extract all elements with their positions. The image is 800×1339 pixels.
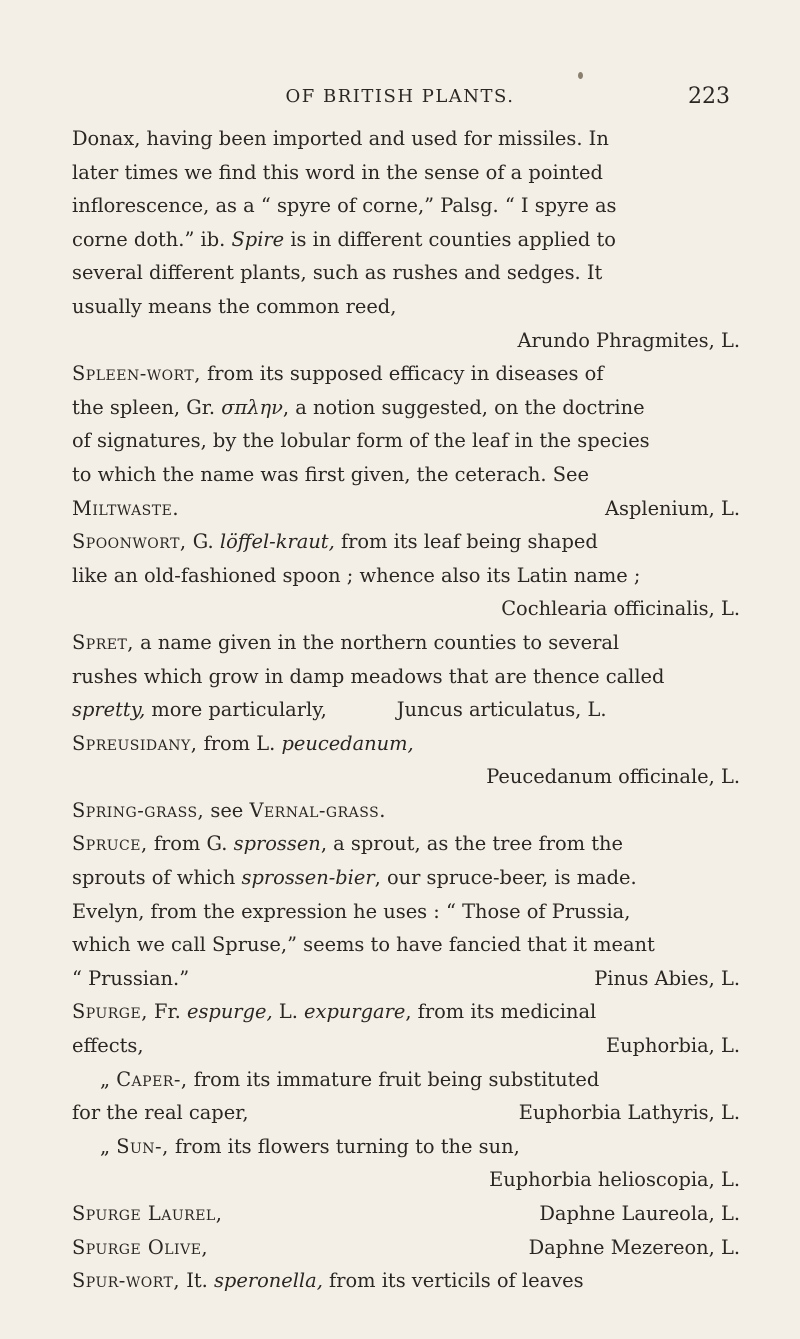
botanical-name: Asplenium, L. [605,496,740,520]
entry-spruce: Spruce, from G. sprossen, a sprout, as the tree from the [72,832,623,856]
headword: Spurge, [72,1000,148,1024]
botanical-name: Daphne Laureola, L. [539,1202,740,1225]
headword: Spreusidany, [72,731,198,755]
text-line: corne doth.” ib. Spire is in different counties applied to [72,227,616,251]
entry-spleen-wort: Spleen-wort, from its supposed efficacy in diseases of [72,362,604,386]
text-line: inflorescence, as a “ spyre of corne,” Palsg. “ I spyre as [72,194,617,218]
greek-word: σπλην [221,395,283,419]
ink-speck [578,72,583,79]
headword: Spur-wort, [72,1269,181,1293]
botanical-name: Euphorbia, L. [605,1034,740,1058]
ditto-mark: „ [100,1134,111,1158]
term-spire: Spire [231,227,285,251]
entry-caper-spurge: „ Caper-, from its immature fruit being substituted [100,1067,600,1091]
botanical-name: Arundo Phragmites, L. [517,328,740,352]
running-title: OF BRITISH PLANTS. [285,86,515,107]
text-line: Evelyn, from the expression he uses : “ Those of Prussia, [72,899,631,923]
text-line: of signatures, by the lobular form of the leaf in the species [72,429,650,453]
text-line: like an old-fashioned spoon ; whence also its Latin name ; [72,563,641,587]
botanical-name: Peucedanum officinale, L. [486,765,740,789]
text-line: effects, Euphorbia, L. [72,1029,740,1063]
entry-spret: Spret, a name given in the northern counties to several [72,630,620,654]
headword: Spruce, [72,832,148,856]
botanical-name: Euphorbia Lathyris, L. [518,1101,740,1125]
text-line: the spleen, Gr. σπλην, a notion suggested, on the doctrine [72,395,645,419]
headword: Spret, [72,630,134,654]
headword: Spurge Laurel, [72,1202,223,1225]
headword: Spurge Olive, [72,1235,209,1259]
cross-reference: Vernal-grass. [249,798,386,822]
text-line: spretty, more particularly, Juncus articulatus, L. [72,698,607,722]
botanical-name: Juncus articulatus, L. [396,698,607,722]
entry-spoonwort: Spoonwort, G. löffel-kraut, from its leaf being shaped [72,530,598,554]
headword: Sun-, [116,1134,169,1158]
cross-reference: Miltwaste. [72,496,179,520]
text-line: several different plants, such as rushes and sedges. It [72,261,603,285]
running-header [0,86,800,116]
text-line: sprouts of which sprossen-bier, our spruce-beer, is made. [72,866,637,890]
text-line: which we call Spruse,” seems to have fancied that it meant [72,933,655,957]
botanical-name: Euphorbia helioscopia, L. [489,1168,740,1192]
headword: Spleen-wort, [72,362,201,386]
text-line: later times we find this word in the sense of a pointed [72,160,603,184]
text-line: rushes which grow in damp meadows that are thence called [72,664,665,688]
page-number: 223 [688,84,730,109]
entry-spreusidany: Spreusidany, from L. peucedanum, [72,731,414,755]
entry-spurge: Spurge, Fr. espurge, L. expurgare, from its medicinal [72,1000,597,1024]
text-line: to which the name was first given, the ceterach. See [72,462,589,486]
headword: Spring-grass, [72,798,205,822]
page-body [72,122,740,1298]
text-line: Donax, having been imported and used for missiles. In [72,127,609,150]
text-line: usually means the common reed, [72,294,397,318]
headword: Spoonwort, [72,530,187,554]
entry-spurge-laurel [72,1197,740,1231]
text-line: “ Prussian.” Pinus Abies, L. [72,962,740,996]
ditto-mark: „ [100,1067,111,1091]
botanical-name: Daphne Mezereon, L. [528,1235,740,1259]
botanical-name: Cochlearia officinalis, L. [501,597,740,621]
botanical-name: Pinus Abies, L. [594,966,740,990]
headword: Caper-, [116,1067,188,1091]
entry-spring-grass: Spring-grass, see Vernal-grass. [72,798,386,822]
text-line: for the real caper, Euphorbia Lathyris, L. [72,1096,740,1130]
entry-spur-wort: Spur-wort, It. speronella, from its verticils of leaves [72,1269,584,1293]
entry-sun-spurge: „ Sun-, from its flowers turning to the sun, [100,1134,520,1158]
entry-spurge-olive [72,1231,740,1265]
text-line [72,492,740,526]
